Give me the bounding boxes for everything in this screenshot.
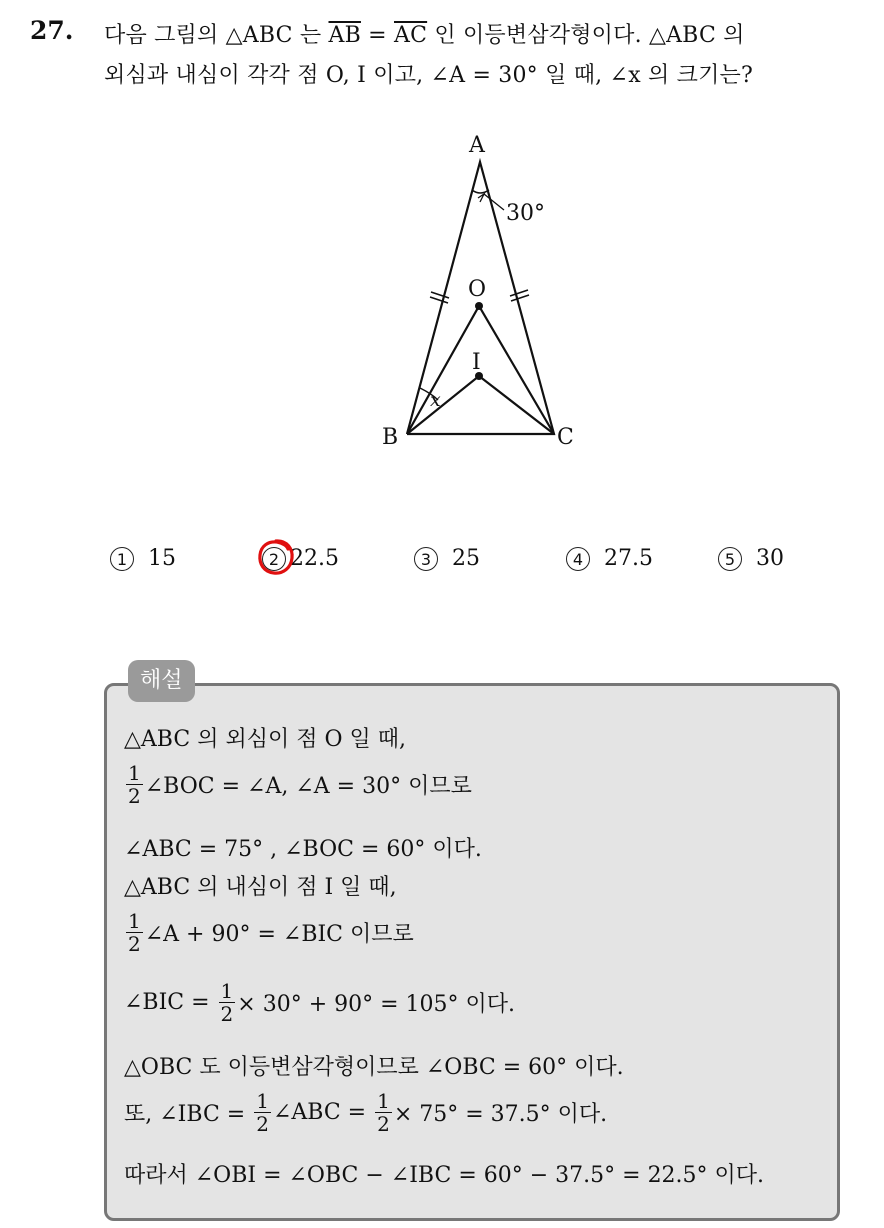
question-text-part: 인 이등변삼각형이다. △ABC 의 [427,23,745,48]
choice-3[interactable] [414,546,480,571]
choice-4-symbol: 4 [566,547,590,571]
choice-2-symbol: 2 [262,547,286,571]
fraction-half: $\frac{1}{2}$ [256,1089,269,1136]
explanation-line-6 [124,980,515,1025]
fraction-half: $\frac{1}{2}$ [128,909,141,956]
choice-4[interactable] [566,546,653,571]
answer-choices [0,546,884,582]
question-text-line-1 [104,18,745,49]
choice-5-symbol: 5 [718,547,742,571]
point-o [475,302,483,310]
label-c: C [557,425,574,450]
triangle-figure [360,126,600,456]
explanation-line-6-post: × 30° + 90° = 105° 이다. [237,992,516,1017]
explanation-line-3: ∠ABC = 75° , ∠BOC = 60° 이다. [124,837,482,862]
question-text-part: 다음 그림의 △ABC 는 [104,23,329,48]
explanation-line-7: △OBC 도 이등변삼각형이므로 ∠OBC = 60° 이다. [124,1055,624,1080]
explanation-line-8-pre: 또, ∠IBC = [124,1102,253,1127]
choice-1-value: 15 [148,546,176,571]
fraction-half: $\frac{1}{2}$ [377,1089,390,1136]
explanation-line-5-text: ∠A + 90° = ∠BIC 이므로 [144,922,414,947]
equal-marks-ac [510,290,529,301]
choice-2[interactable] [262,546,339,571]
question-text-line-2: 외심과 내심이 각각 점 O, I 이고, ∠A = 30° 일 때, ∠x 의 크기는? [104,63,753,88]
angle-arc-a [472,190,489,193]
label-a: A [469,133,485,158]
label-o: O [468,277,487,302]
explanation-tag: 해설 [128,660,195,702]
explanation-line-2-text: ∠BOC = ∠A, ∠A = 30° 이므로 [144,774,472,799]
choice-1-symbol: 1 [110,547,134,571]
explanation-line-1: △ABC 의 외심이 점 O 일 때, [124,727,406,752]
label-i: I [472,350,481,375]
explanation-line-8 [124,1090,607,1135]
explanation-line-2 [124,762,472,807]
angle-arrow-head [478,194,484,202]
explanation-line-8-post: × 75° = 37.5° 이다. [393,1102,608,1127]
choice-5[interactable] [718,546,784,571]
label-angle-30: 30° [506,201,545,226]
choice-2-value: 22.5 [290,546,339,571]
choice-3-value: 25 [452,546,480,571]
label-b: B [382,425,399,450]
explanation-line-5 [124,910,414,955]
explanation-line-9: 따라서 ∠OBI = ∠OBC − ∠IBC = 60° − 37.5° = 22.5° 이다. [124,1163,765,1188]
explanation-line-8-mid: ∠ABC = [272,1100,374,1125]
triangle-diagram [360,126,600,456]
equal-marks-ab [430,292,449,303]
label-x: x [430,389,441,411]
explanation-line-6-pre: ∠BIC = [124,990,217,1015]
segment-ac: $\overline{AC}$ [394,23,428,48]
choice-5-value: 30 [756,546,784,571]
explanation-line-4: △ABC 의 내심이 점 I 일 때, [124,875,397,900]
fraction-half: $\frac{1}{2}$ [128,761,141,808]
question-number: 27. [30,16,74,45]
fraction-half: $\frac{1}{2}$ [220,979,234,1026]
segment-ab: $\overline{AB}$ [328,23,361,48]
choice-3-symbol: 3 [414,547,438,571]
choice-4-value: 27.5 [604,546,653,571]
equals-sign: = [360,23,394,48]
angle-pointer-a [484,194,504,210]
choice-1[interactable] [110,546,176,571]
